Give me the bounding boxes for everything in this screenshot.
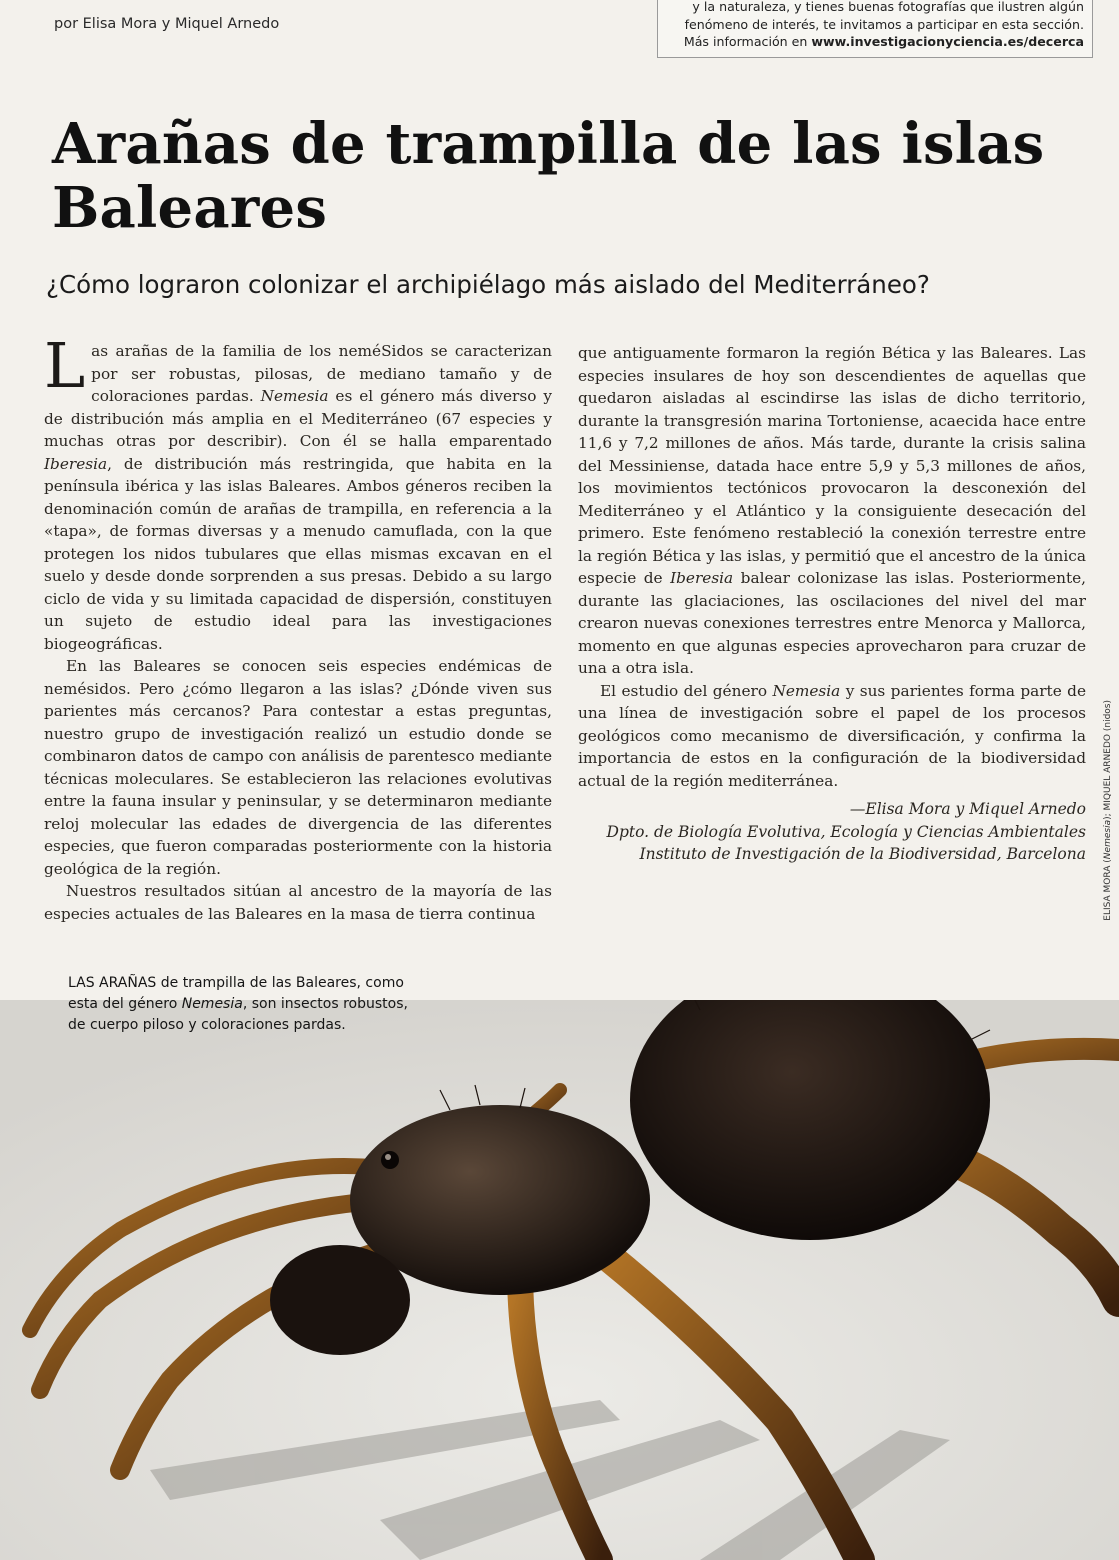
photo-credit [1103, 700, 1113, 921]
p1-text-a: as arañas de la familia de los neméSidos se caracterizan por ser robustas, pilosas, de mediano tamaño y de coloraciones pardas. [91, 342, 552, 405]
article-subtitle: ¿Cómo lograron colonizar el archipiélago más aislado del Mediterráneo? [46, 270, 930, 299]
signature-block [578, 798, 1086, 866]
paragraph-2: En las Baleares se conocen seis especies endémicas de nemésidos. Pero ¿cómo llegaron a las islas? ¿Dónde viven sus parientes más cercanos? Para contestar a estas preguntas, nuestro grupo de investigación realizó un estudio donde se combinaron datos de campo con análisis de parentesco mediante técnicas moleculares. Se establecieron las relaciones evolutivas entre la fauna insular y peninsular, y se determinaron mediante reloj molecular las edades de divergencia de las diferentes especies, que fueron comparadas posteriormente con la historia geológica de la región. [44, 657, 552, 878]
credit-suffix: ); MIQUEL ARNEDO (nidos) [1103, 700, 1113, 820]
signature-names: —Elisa Mora y Miquel Arnedo [849, 800, 1086, 818]
paragraph-3-continued [578, 342, 1086, 680]
info-box [657, 0, 1093, 58]
article-title [52, 112, 1052, 240]
info-box-url[interactable]: www.investigacionyciencia.es/decerca [811, 34, 1084, 49]
genus-iberesia-2: Iberesia [670, 569, 734, 587]
spider-photo [0, 1000, 1119, 1560]
paragraph-3-start: Nuestros resultados sitúan al ancestro de la mayoría de las especies actuales de las Baleares en la masa de tierra continua [44, 882, 552, 923]
info-box-line-2: fenómeno de interés, te invitamos a participar en esta sección. [684, 16, 1084, 32]
p4-text-b: y sus parientes forma parte de una línea de investigación sobre el papel de los procesos geológicos como mecanismo de diversificación, y confirma la importancia de estos en la configuración de la biodiversidad actual de la región mediterránea. [578, 681, 1086, 790]
p1-text-b: es el género más diverso y de distribución más amplia en el Mediterráneo (67 especies y muchas otras por describir). Con él se halla emparentado [44, 387, 552, 450]
article-title-line-1: Arañas de trampilla de las islas [52, 111, 1045, 177]
credit-prefix: ELISA MORA ( [1103, 859, 1113, 921]
genus-iberesia: Iberesia [44, 454, 108, 473]
byline: por Elisa Mora y Miquel Arnedo [54, 16, 280, 32]
caption-text-a: de trampilla de las Baleares, como esta del género [68, 975, 404, 1012]
genus-nemesia-2: Nemesia [772, 681, 841, 700]
caption-lead: LAS ARAÑAS [68, 975, 157, 991]
right-column [578, 342, 1086, 866]
info-box-more-prefix: Más información en [683, 34, 812, 49]
caption-text-b: , son insectos robustos, de cuerpo piloso y coloraciones pardas. [68, 996, 408, 1033]
info-box-line-1: y la naturaleza, y tienes buenas fotografías que ilustren algún [692, 0, 1084, 14]
p3-text-a: que antiguamente formaron la región Bética y las Baleares. Las especies insulares de hoy son descendientes de aquellas que quedaron aisladas al escindirse las islas de dicho territorio, durante la transgresión marina Tortoniense, acaecida hace entre 11,6 y 7,2 millones de años. Más tarde, durante la crisis salina del Messiniense, datada hace entre 5,9 y 5,3 millones de años, los movimientos tectónicos provocaron la desconexión del Mediterráneo y el Atlántico y la consiguiente desecación del primero. Este fenómeno restableció la conexión terrestre entre la región Bética y las islas, y permitió que el ancestro de la única especie de [578, 344, 1086, 587]
drop-cap: L [44, 329, 86, 402]
info-box-more [672, 33, 1084, 51]
left-column [44, 329, 552, 925]
article-title-line-2: Baleares [52, 175, 328, 241]
spider-eye [381, 1151, 399, 1169]
spider-chelicerae [270, 1245, 410, 1355]
p1-text-c: , de distribución más restringida, que habita en la península ibérica y las islas Baleares. Ambos géneros reciben la denominación común de arañas de trampilla, en referencia a la «tapa», de formas diversas y a menudo camuflada, con la que protegen los nidos tubulares que ellas mismas excavan en el suelo y desde donde sorprenden a sus presas. Debido a su largo ciclo de vida y su limitada capacidad de dispersión, constituyen un sujeto de estudio ideal para las investigaciones biogeográficas. [44, 454, 552, 653]
p4-text-a: El estudio del género [600, 681, 773, 700]
signature-department: Dpto. de Biología Evolutiva, Ecología y Ciencias Ambientales [606, 822, 1086, 841]
spider-eye-highlight [385, 1154, 391, 1160]
p3-text-b: balear colonizase las islas. Posteriormente, durante las glaciaciones, las oscilaciones del nivel del mar crearon nuevas conexiones terrestres entre Menorca y Mallorca, momento en que algunas especies aprovecharon para cruzar de una a otra isla. [578, 569, 1086, 677]
photo-caption [68, 973, 428, 1036]
signature-institute: Instituto de Investigación de la Biodiversidad, Barcelona [639, 845, 1086, 863]
caption-genus: Nemesia [181, 996, 243, 1012]
credit-genus: Nemesia [1103, 819, 1113, 860]
paragraph-4 [578, 680, 1086, 793]
genus-nemesia: Nemesia [260, 387, 329, 405]
paragraph-1 [44, 329, 552, 655]
